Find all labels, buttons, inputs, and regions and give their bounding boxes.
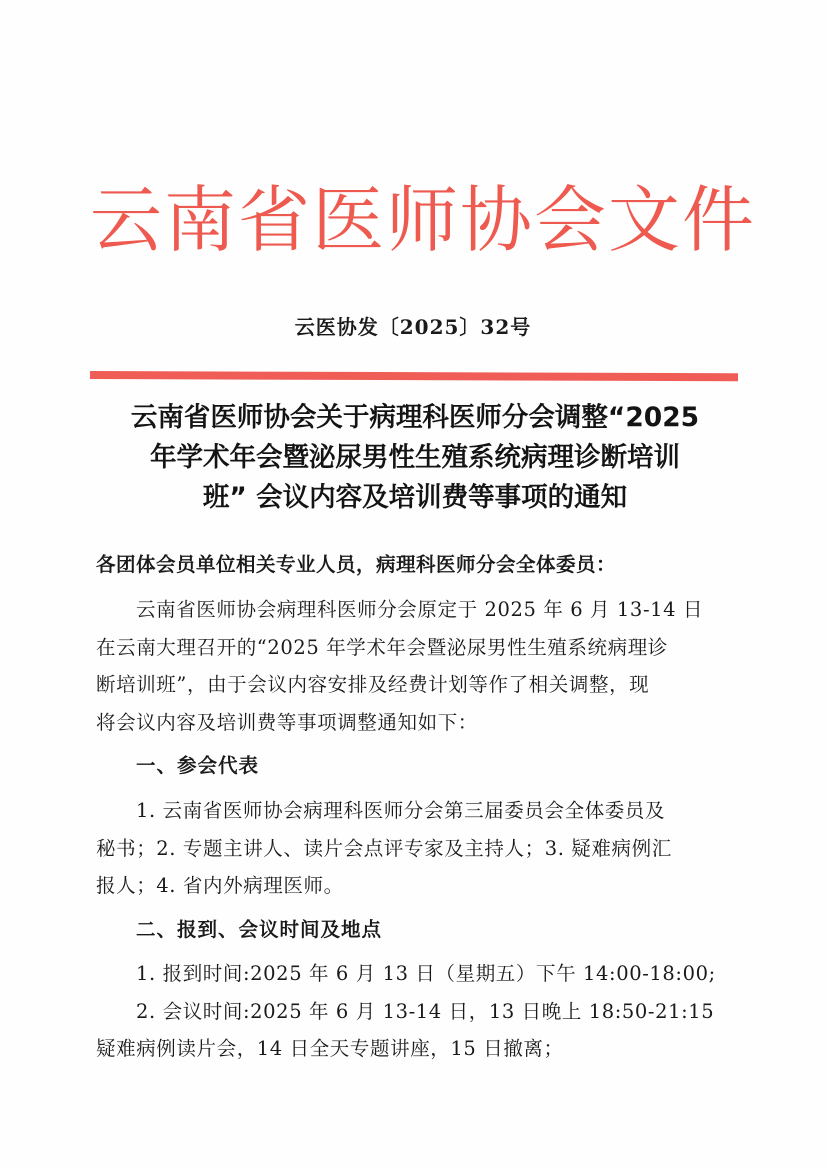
intro-paragraph bbox=[96, 591, 732, 741]
title-line: 班” 会议内容及培训费等事项的通知 bbox=[202, 482, 628, 513]
title-line: 年学术年会暨泌尿男性生殖系统病理诊断培训 bbox=[150, 442, 680, 473]
paragraph-line: 断培训班”，由于会议内容安排及经费计划等作了相关调整，现 bbox=[96, 673, 650, 696]
paragraph-line: 报人；4. 省内外病理医师。 bbox=[96, 874, 344, 897]
red-divider-rule bbox=[90, 371, 738, 381]
title-line: 云南省医师协会关于病理科医师分会调整“2025 bbox=[130, 402, 700, 433]
masthead-title: 云南省医师协会文件 bbox=[90, 178, 757, 262]
paragraph-line: 在云南大理召开的“2025 年学术年会暨泌尿男性生殖系统病理诊 bbox=[96, 635, 668, 659]
paragraph-line: 1. 云南省医师协会病理科医师分会第三届委员会全体委员及 bbox=[136, 799, 666, 822]
notice-title bbox=[90, 398, 740, 518]
paragraph-line: 疑难病例读片会，14 日全天专题讲座，15 日撤离； bbox=[96, 1037, 564, 1060]
paragraph-line: 将会议内容及培训费等事项调整通知如下： bbox=[96, 710, 478, 734]
schedule-paragraph bbox=[96, 955, 732, 1068]
salutation: 各团体会员单位相关专业人员，病理科医师分会全体委员： bbox=[96, 553, 617, 576]
section-heading-schedule: 二、报到、会议时间及地点 bbox=[136, 918, 383, 941]
paragraph-line: 1. 报到时间:2025 年 6 月 13 日（星期五）下午 14:00-18:00; bbox=[136, 962, 716, 985]
paragraph-line: 2. 会议时间:2025 年 6 月 13-14 日，13 日晚上 18:50-21:15 bbox=[136, 999, 715, 1023]
document-number: 云医协发〔2025〕32号 bbox=[294, 315, 532, 339]
attendees-paragraph bbox=[96, 792, 732, 905]
section-heading-attendees: 一、参会代表 bbox=[136, 754, 260, 777]
paragraph-line: 云南省医师协会病理科医师分会原定于 2025 年 6 月 13-14 日 bbox=[136, 598, 704, 621]
paragraph-line: 秘书；2. 专题主讲人、读片会点评专家及主持人；3. 疑难病例汇 bbox=[96, 836, 672, 860]
